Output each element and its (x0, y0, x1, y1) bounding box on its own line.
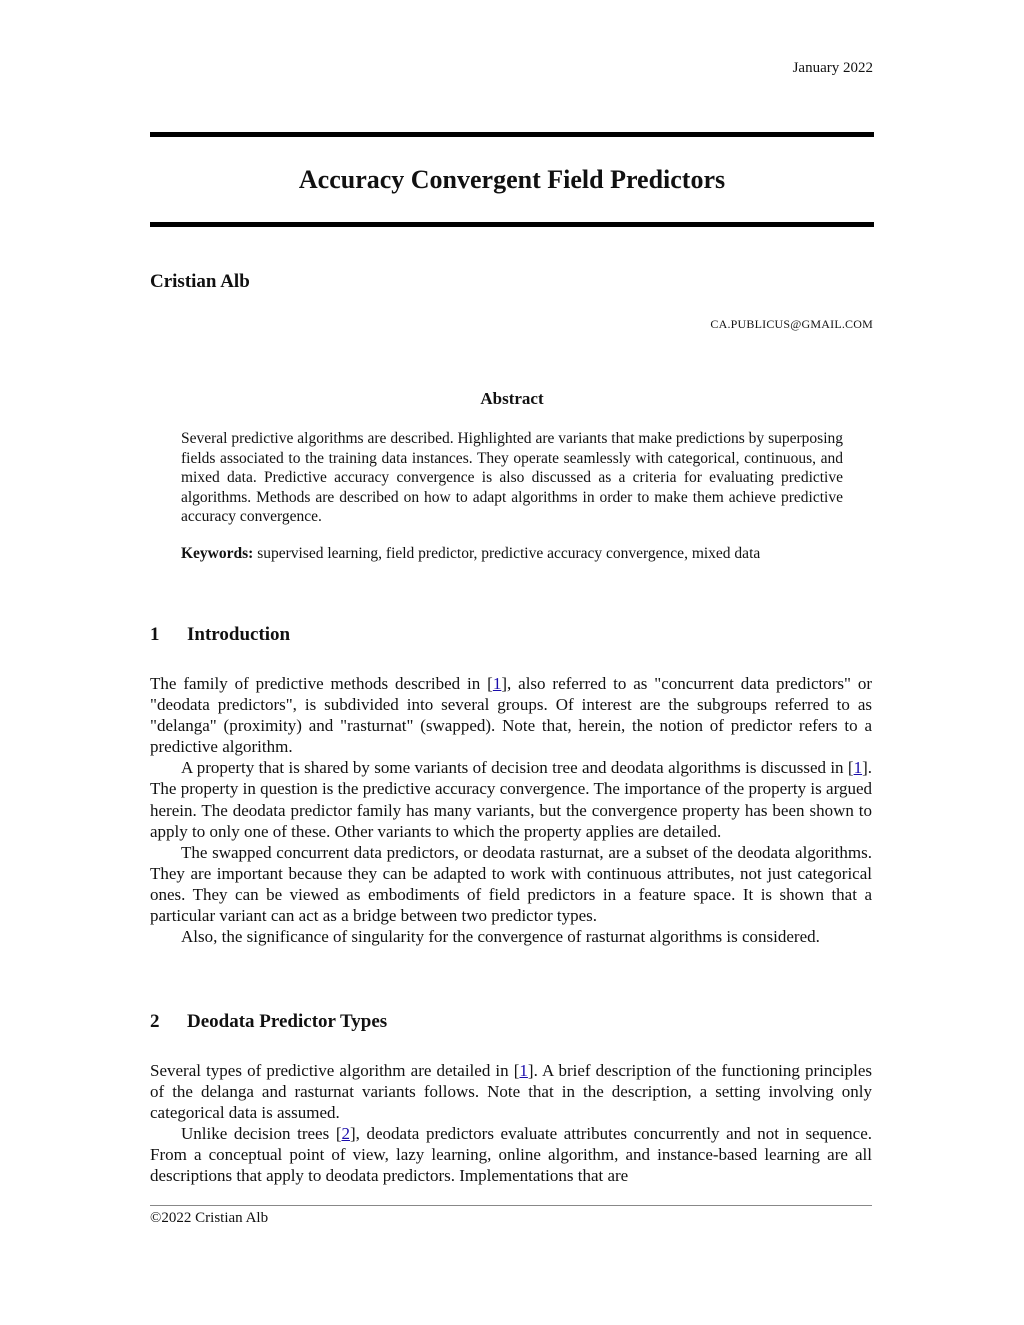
section-2-body (150, 1060, 872, 1187)
section-2-title: Deodata Predictor Types (187, 1011, 388, 1032)
header-date: January 2022 (792, 60, 873, 76)
keywords (181, 545, 843, 563)
citation-link[interactable]: 1 (853, 758, 863, 778)
text-run: Several types of predictive algorithm are detailed in [ (150, 1061, 520, 1080)
paragraph (150, 757, 872, 841)
abstract-body: Several predictive algorithms are described. Highlighted are variants that make predictions by superposing fields associated to the training data instances. They operate seamlessly with categorical, continuous, and mixed data. Predictive accuracy convergence is also discussed as a criteria for evaluating predictive algorithms. Methods are described on how to adapt algorithms in order to make them achieve predictive accuracy convergence. (181, 430, 843, 525)
author-email: CA.PUBLICUS@GMAIL.COM (710, 317, 873, 331)
footer-copyright: ©2022 Cristian Alb (150, 1210, 269, 1226)
paragraph: Also, the significance of singularity for the convergence of rasturnat algorithms is considered. (181, 927, 820, 947)
paper-title: Accuracy Convergent Field Predictors (298, 165, 726, 194)
text-run: ], also referred to as "concurrent data predictors" or "deodata predictors", is subdivided into several groups. Of interest are the subgroups referred to as "delanga" (proximity) and "rasturnat" (swapped). Note that, herein, the notion of predictor refers to a predictive algorithm. (150, 674, 872, 757)
citation-link[interactable]: 2 (341, 1124, 350, 1144)
abstract-heading: Abstract (480, 389, 544, 408)
section-2-number: 2 (150, 1011, 160, 1032)
text-run: A property that is shared by some variants of decision tree and deodata algorithms is discussed in [ (181, 758, 854, 778)
text-run: ], deodata predictors evaluate attributes concurrently and not in sequence. From a conceptual point of view, lazy learning, online algorithm, and instance-based learning are all descriptions that apply to deodata predictors. Implementations that are (150, 1124, 872, 1186)
author-name: Cristian Alb (150, 271, 250, 292)
text-run: ]. The property in question is the predictive accuracy convergence. The importance of the property is argued herein. The deodata predictor family has many variants, but the convergence property has been shown to apply to only one of these. Other variants to which the property applies are detailed. (150, 758, 872, 841)
section-1-heading (150, 624, 290, 646)
title-bottom-rule (150, 222, 874, 227)
keywords-list: supervised learning, field predictor, predictive accuracy convergence, mixed data (253, 545, 761, 562)
text-run: Unlike decision trees [ (181, 1124, 342, 1144)
title-top-rule (150, 132, 874, 137)
footer-rule (150, 1205, 872, 1206)
section-1-body (150, 673, 872, 947)
section-2-heading (150, 1011, 387, 1033)
paragraph: The swapped concurrent data predictors, or deodata rasturnat, are a subset of the deodata algorithms. They are important because they can be adapted to work with continuous attributes, not just categorical ones. They can be viewed as embodiments of field predictors in a feature space. It is shown that a particular variant can act as a bridge between two predictor types. (150, 842, 872, 926)
paragraph (150, 673, 872, 757)
citation-link[interactable]: 1 (492, 674, 502, 693)
citation-link[interactable]: 1 (519, 1061, 528, 1080)
keywords-label: Keywords: (181, 545, 254, 562)
paragraph (150, 1123, 872, 1186)
paragraph (150, 1060, 872, 1123)
text-run: The family of predictive methods described in [ (150, 674, 493, 693)
section-1-title: Introduction (187, 624, 291, 645)
text-run: ]. A brief description of the functioning principles of the delanga and rasturnat variants follows. Note that in the description, a setting involving only categorical data is assumed. (150, 1061, 872, 1123)
section-1-number: 1 (150, 624, 160, 645)
